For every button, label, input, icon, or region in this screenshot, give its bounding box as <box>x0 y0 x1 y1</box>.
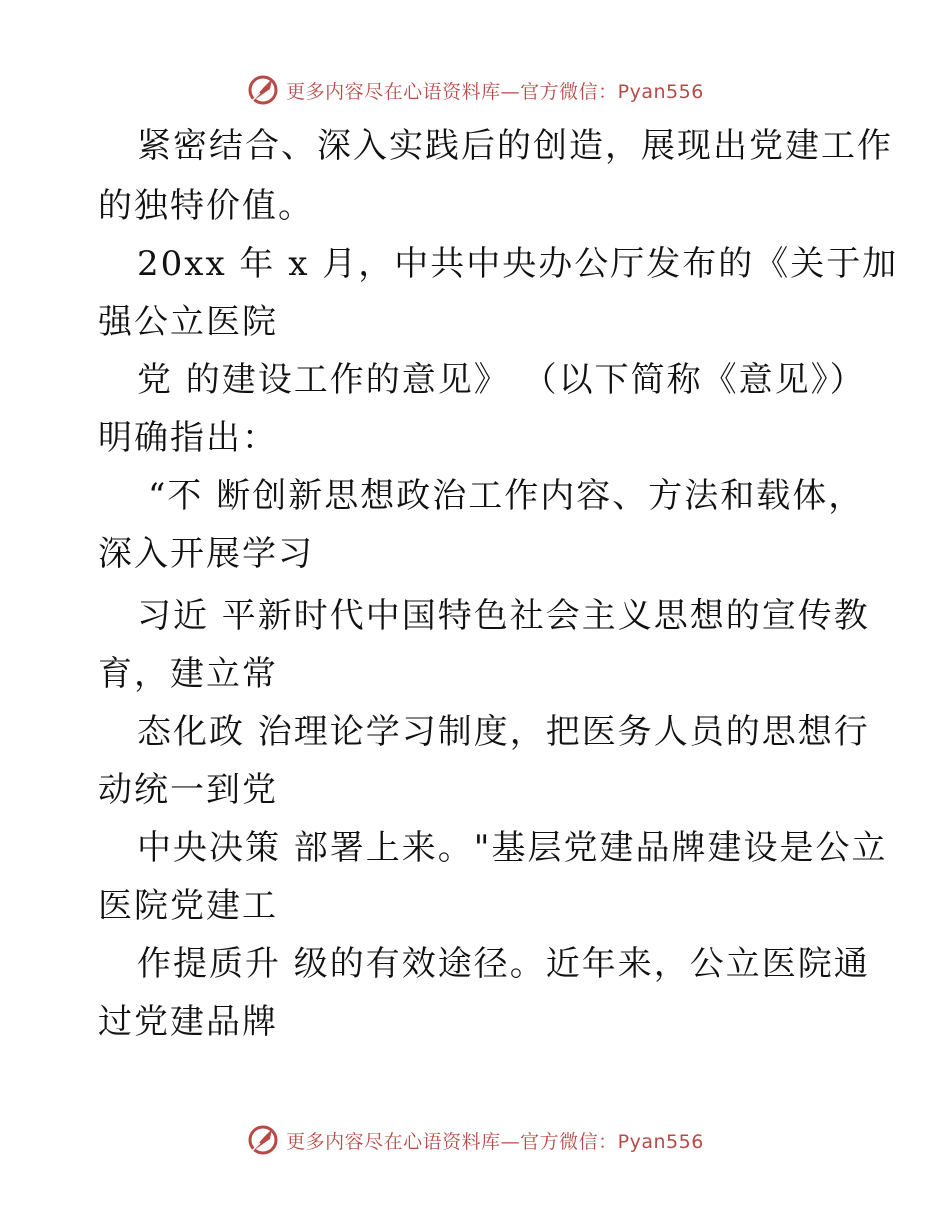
text-line: 习近 平新时代中国特色社会主义思想的宣传教 <box>137 596 870 636</box>
text-line: 明确指出： <box>98 418 278 458</box>
text-line: 中央决策 部署上来。"基层党建品牌建设是公立 <box>137 828 888 868</box>
bottom-watermark-banner <box>0 1120 950 1160</box>
text-line: 育，建立常 <box>98 654 278 694</box>
text-line: 党 的建设工作的意见》 （以下简称《意见》） <box>137 360 866 400</box>
text-line: 医院党建工 <box>98 886 278 926</box>
text-line: 强公立医院 <box>98 302 278 342</box>
banner-wechat-id: Pyan556 <box>617 1130 704 1153</box>
text-line: 深入开展学习 <box>98 534 314 574</box>
banner-text: 更多内容尽在心语资料库—官方微信：Pyan556 <box>286 80 704 103</box>
banner-text: 更多内容尽在心语资料库—官方微信：Pyan556 <box>286 1130 704 1153</box>
quill-logo-icon <box>246 1123 280 1157</box>
text-line: “不 断创新思想政治工作内容、方法和载体， <box>148 476 865 516</box>
text-line: 的独特价值。 <box>98 186 314 226</box>
text-line: 紧密结合、深入实践后的创造，展现出党建工作 <box>137 126 893 166</box>
text-line: 动统一到党 <box>98 770 278 810</box>
banner-wechat-id: Pyan556 <box>617 80 704 103</box>
text-line: 过党建品牌 <box>98 1002 278 1042</box>
text-line: 20xx 年 x 月，中共中央办公厅发布的《关于加 <box>137 244 899 284</box>
text-line: 态化政 治理论学习制度，把医务人员的思想行 <box>137 712 870 752</box>
text-line: 作提质升 级的有效途径。近年来，公立医院通 <box>137 944 870 984</box>
